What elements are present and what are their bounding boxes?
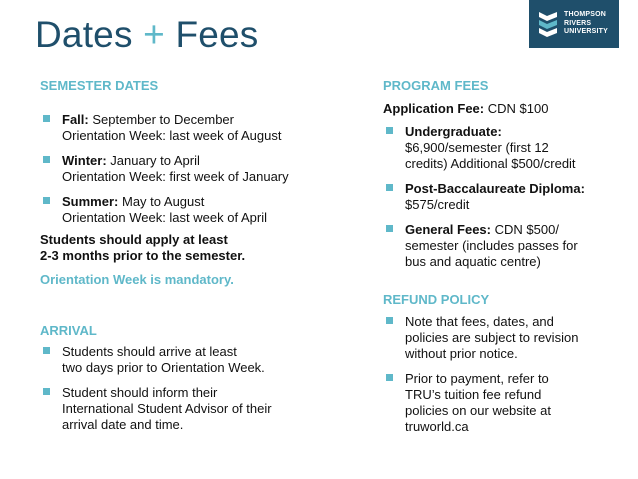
- list-item: Students should arrive at least two days prior to Orientation Week.: [40, 344, 340, 376]
- left-column: [40, 78, 340, 442]
- refund-policy-heading: REFUND POLICY: [383, 292, 490, 307]
- term-dates: May to August: [121, 194, 205, 209]
- program-fees-heading: PROGRAM FEES: [383, 78, 489, 93]
- orientation-week: Orientation Week: first week of January: [62, 169, 289, 184]
- list-item: General Fees: CDN $500/ semester (includes passes for bus and aquatic centre): [383, 222, 623, 270]
- arrival-heading: ARRIVAL: [40, 323, 97, 338]
- term-dates: January to April: [110, 153, 200, 168]
- page-title: [35, 14, 259, 56]
- logo-line: RIVERS: [564, 19, 592, 27]
- fee-label: Post-Baccalaureate Diploma:: [405, 181, 585, 196]
- list-item: Prior to payment, refer to TRU’s tuition fee refund policies on our website at truworld.ca: [383, 371, 623, 435]
- semester-dates-heading: SEMESTER DATES: [40, 78, 159, 93]
- title-fees: Fees: [175, 14, 259, 55]
- list-item: Student should inform their International Student Advisor of their arrival date and time.: [40, 385, 340, 433]
- mandatory-note: Orientation Week is mandatory.: [40, 272, 234, 287]
- term-dates: September to December: [92, 112, 234, 127]
- title-dates: Dates: [35, 14, 133, 55]
- fee-label: General Fees:: [405, 222, 491, 237]
- semester-dates-list: [40, 112, 340, 226]
- wave-mark-icon: [537, 8, 559, 38]
- fee-label: Undergraduate:: [405, 124, 502, 139]
- list-item: [40, 112, 340, 144]
- term-label: Winter:: [62, 153, 107, 168]
- apply-note: Students should apply at least 2-3 months prior to the semester.: [40, 232, 246, 263]
- list-item: Note that fees, dates, and policies are subject to revision without prior notice.: [383, 314, 623, 362]
- application-fee: [383, 101, 623, 117]
- logo-line: UNIVERSITY: [564, 28, 609, 35]
- arrival-list: [40, 344, 340, 433]
- university-logo: [529, 0, 619, 48]
- term-label: Fall:: [62, 112, 89, 127]
- title-plus: +: [143, 14, 165, 55]
- application-fee-value: CDN $100: [487, 101, 549, 116]
- application-fee-label: Application Fee:: [383, 101, 485, 116]
- list-item: [40, 153, 340, 185]
- list-item: Undergraduate: $6,900/semester (first 12 credits) Additional $500/credit: [383, 124, 623, 172]
- refund-policy-list: [383, 314, 623, 435]
- logo-text: [564, 11, 608, 37]
- program-fees-list: [383, 124, 623, 270]
- orientation-week: Orientation Week: last week of April: [62, 210, 267, 225]
- right-column: [383, 78, 623, 444]
- list-item: [40, 194, 340, 226]
- logo-line: THOMPSON: [564, 11, 607, 18]
- orientation-week: Orientation Week: last week of August: [62, 128, 282, 143]
- term-label: Summer:: [62, 194, 119, 209]
- list-item: Post-Baccalaureate Diploma: $575/credit: [383, 181, 623, 213]
